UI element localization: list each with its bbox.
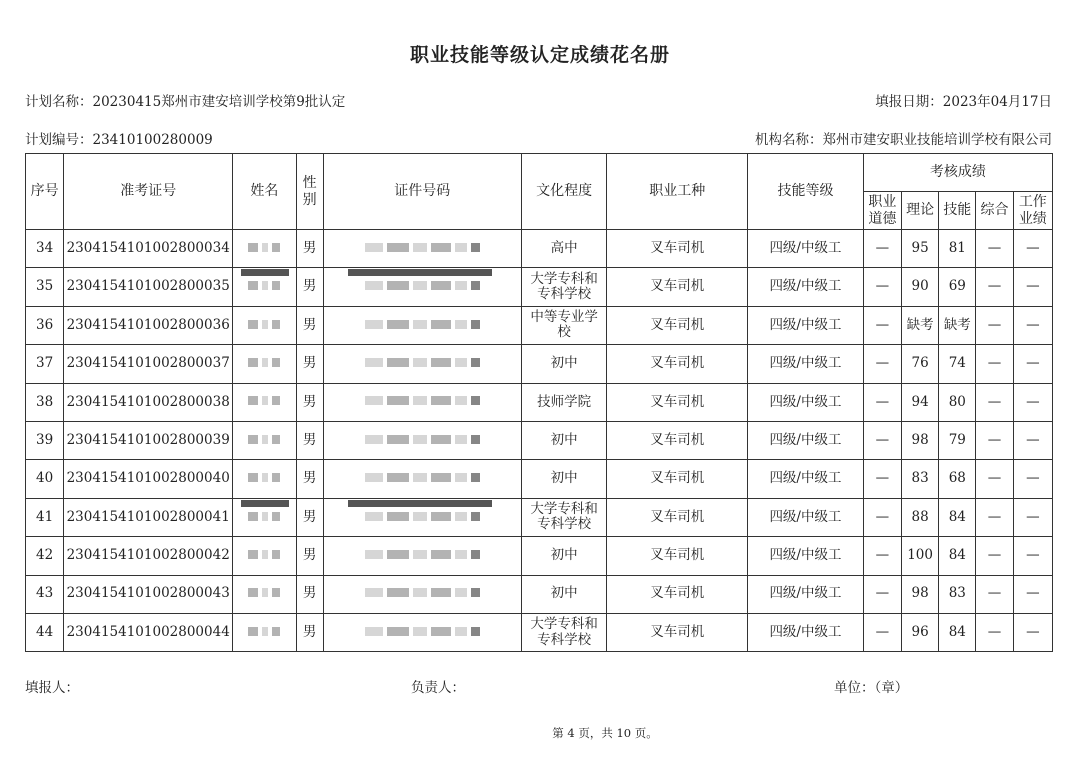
cell-theory: 83 xyxy=(902,460,939,498)
cell-skill: 74 xyxy=(939,345,976,383)
cell-level: 四级/中级工 xyxy=(748,575,864,613)
cell-level: 四级/中级工 xyxy=(748,613,864,651)
cell-exam-no: 2304154101002800039 xyxy=(64,421,233,459)
cell-work: — xyxy=(1013,345,1052,383)
header-exam-no: 准考证号 xyxy=(64,154,233,230)
cell-overall: — xyxy=(976,268,1013,306)
cell-job: 叉车司机 xyxy=(607,268,748,306)
cell-education: 大学专科和专科学校 xyxy=(521,268,606,306)
cell-overall: — xyxy=(976,613,1013,651)
cell-overall: — xyxy=(976,345,1013,383)
cell-education: 技师学院 xyxy=(521,383,606,421)
plan-number: 计划编号：23410100280009 xyxy=(25,132,213,148)
cell-overall: — xyxy=(976,306,1013,344)
cell-id-redacted xyxy=(323,306,521,344)
cell-theory: 94 xyxy=(902,383,939,421)
redaction-bar xyxy=(348,269,492,276)
cell-name-redacted xyxy=(233,421,296,459)
cell-level: 四级/中级工 xyxy=(748,230,864,268)
cell-exam-no: 2304154101002800040 xyxy=(64,460,233,498)
cell-job: 叉车司机 xyxy=(607,306,748,344)
cell-work: — xyxy=(1013,575,1052,613)
cell-seq: 42 xyxy=(26,537,64,575)
score-roster-table xyxy=(25,153,1053,652)
cell-level: 四级/中级工 xyxy=(748,383,864,421)
cell-level: 四级/中级工 xyxy=(748,460,864,498)
org-name: 机构名称：郑州市建安职业技能培训学校有限公司 xyxy=(755,132,1052,148)
cell-overall: — xyxy=(976,383,1013,421)
cell-work: — xyxy=(1013,268,1052,306)
redaction-bar xyxy=(241,269,289,276)
cell-skill: 84 xyxy=(939,537,976,575)
table-row xyxy=(26,537,1053,575)
cell-level: 四级/中级工 xyxy=(748,537,864,575)
cell-sex: 男 xyxy=(296,498,323,536)
cell-skill: 84 xyxy=(939,498,976,536)
cell-overall: — xyxy=(976,421,1013,459)
unit-seal-label: 单位：（章） xyxy=(834,680,909,696)
cell-seq: 36 xyxy=(26,306,64,344)
header-education: 文化程度 xyxy=(521,154,606,230)
cell-id-redacted xyxy=(323,383,521,421)
cell-education: 初中 xyxy=(521,345,606,383)
cell-name-redacted xyxy=(233,230,296,268)
cell-ethics: — xyxy=(863,230,901,268)
cell-skill: 68 xyxy=(939,460,976,498)
header-scores: 考核成绩 xyxy=(863,154,1052,192)
cell-ethics: — xyxy=(863,537,901,575)
cell-education: 初中 xyxy=(521,421,606,459)
cell-job: 叉车司机 xyxy=(607,421,748,459)
cell-education: 初中 xyxy=(521,460,606,498)
cell-theory: 90 xyxy=(902,268,939,306)
cell-id-redacted xyxy=(323,421,521,459)
cell-work: — xyxy=(1013,230,1052,268)
table-row xyxy=(26,383,1053,421)
cell-seq: 44 xyxy=(26,613,64,651)
cell-ethics: — xyxy=(863,383,901,421)
cell-ethics: — xyxy=(863,306,901,344)
header-level: 技能等级 xyxy=(748,154,864,230)
cell-seq: 43 xyxy=(26,575,64,613)
cell-seq: 41 xyxy=(26,498,64,536)
redaction-bar xyxy=(241,500,289,507)
cell-ethics: — xyxy=(863,575,901,613)
cell-exam-no: 2304154101002800037 xyxy=(64,345,233,383)
table-row xyxy=(26,230,1053,268)
cell-work: — xyxy=(1013,537,1052,575)
cell-skill: 79 xyxy=(939,421,976,459)
cell-overall: — xyxy=(976,498,1013,536)
cell-ethics: — xyxy=(863,613,901,651)
cell-sex: 男 xyxy=(296,421,323,459)
cell-theory: 88 xyxy=(902,498,939,536)
cell-level: 四级/中级工 xyxy=(748,421,864,459)
table-row xyxy=(26,498,1053,536)
cell-overall: — xyxy=(976,230,1013,268)
cell-work: — xyxy=(1013,498,1052,536)
cell-theory: 96 xyxy=(902,613,939,651)
redaction-bar xyxy=(348,500,492,507)
cell-education: 中等专业学校 xyxy=(521,306,606,344)
cell-theory: 98 xyxy=(902,575,939,613)
cell-level: 四级/中级工 xyxy=(748,345,864,383)
cell-sex: 男 xyxy=(296,613,323,651)
cell-theory: 76 xyxy=(902,345,939,383)
cell-theory: 100 xyxy=(902,537,939,575)
cell-skill: 69 xyxy=(939,268,976,306)
cell-job: 叉车司机 xyxy=(607,345,748,383)
cell-exam-no: 2304154101002800041 xyxy=(64,498,233,536)
table-row xyxy=(26,460,1053,498)
cell-job: 叉车司机 xyxy=(607,575,748,613)
cell-seq: 34 xyxy=(26,230,64,268)
cell-sex: 男 xyxy=(296,460,323,498)
cell-level: 四级/中级工 xyxy=(748,306,864,344)
cell-work: — xyxy=(1013,460,1052,498)
header-job: 职业工种 xyxy=(607,154,748,230)
table-row xyxy=(26,268,1053,306)
table-row xyxy=(26,575,1053,613)
cell-job: 叉车司机 xyxy=(607,383,748,421)
cell-sex: 男 xyxy=(296,306,323,344)
cell-ethics: — xyxy=(863,421,901,459)
header-seq: 序号 xyxy=(26,154,64,230)
cell-overall: — xyxy=(976,460,1013,498)
cell-job: 叉车司机 xyxy=(607,460,748,498)
cell-ethics: — xyxy=(863,268,901,306)
cell-seq: 37 xyxy=(26,345,64,383)
cell-exam-no: 2304154101002800036 xyxy=(64,306,233,344)
cell-name-redacted xyxy=(233,537,296,575)
cell-sex: 男 xyxy=(296,537,323,575)
header-theory: 理论 xyxy=(902,192,939,230)
cell-name-redacted xyxy=(233,383,296,421)
header-overall: 综合 xyxy=(976,192,1013,230)
cell-overall: — xyxy=(976,537,1013,575)
cell-job: 叉车司机 xyxy=(607,613,748,651)
cell-id-redacted xyxy=(323,460,521,498)
cell-overall: — xyxy=(976,575,1013,613)
cell-sex: 男 xyxy=(296,345,323,383)
cell-education: 初中 xyxy=(521,537,606,575)
cell-skill: 80 xyxy=(939,383,976,421)
filler-label: 填报人： xyxy=(25,680,79,696)
cell-exam-no: 2304154101002800034 xyxy=(64,230,233,268)
table-row xyxy=(26,613,1053,651)
cell-sex: 男 xyxy=(296,268,323,306)
cell-skill: 84 xyxy=(939,613,976,651)
cell-work: — xyxy=(1013,613,1052,651)
cell-id-redacted xyxy=(323,345,521,383)
cell-theory: 95 xyxy=(902,230,939,268)
cell-education: 高中 xyxy=(521,230,606,268)
cell-name-redacted xyxy=(233,306,296,344)
cell-name-redacted xyxy=(233,345,296,383)
cell-exam-no: 2304154101002800044 xyxy=(64,613,233,651)
header-name: 姓名 xyxy=(233,154,296,230)
cell-name-redacted xyxy=(233,613,296,651)
cell-work: — xyxy=(1013,421,1052,459)
cell-id-redacted xyxy=(323,613,521,651)
cell-sex: 男 xyxy=(296,230,323,268)
cell-exam-no: 2304154101002800042 xyxy=(64,537,233,575)
cell-job: 叉车司机 xyxy=(607,230,748,268)
cell-exam-no: 2304154101002800038 xyxy=(64,383,233,421)
cell-theory: 缺考 xyxy=(902,306,939,344)
cell-level: 四级/中级工 xyxy=(748,498,864,536)
cell-skill: 83 xyxy=(939,575,976,613)
header-ethics: 职业道德 xyxy=(863,192,901,230)
cell-seq: 35 xyxy=(26,268,64,306)
cell-seq: 38 xyxy=(26,383,64,421)
cell-job: 叉车司机 xyxy=(607,498,748,536)
cell-seq: 40 xyxy=(26,460,64,498)
responsible-label: 负责人： xyxy=(411,680,465,696)
table-row xyxy=(26,345,1053,383)
cell-seq: 39 xyxy=(26,421,64,459)
cell-education: 大学专科和专科学校 xyxy=(521,613,606,651)
cell-level: 四级/中级工 xyxy=(748,268,864,306)
cell-sex: 男 xyxy=(296,575,323,613)
report-date: 填报日期：2023年04月17日 xyxy=(875,94,1052,110)
cell-exam-no: 2304154101002800043 xyxy=(64,575,233,613)
cell-ethics: — xyxy=(863,498,901,536)
header-work: 工作业绩 xyxy=(1013,192,1052,230)
cell-id-redacted xyxy=(323,230,521,268)
plan-name: 计划名称：20230415郑州市建安培训学校第9批认定 xyxy=(25,94,346,110)
cell-sex: 男 xyxy=(296,383,323,421)
cell-theory: 98 xyxy=(902,421,939,459)
cell-work: — xyxy=(1013,306,1052,344)
table-row xyxy=(26,306,1053,344)
cell-ethics: — xyxy=(863,460,901,498)
cell-skill: 缺考 xyxy=(939,306,976,344)
cell-job: 叉车司机 xyxy=(607,537,748,575)
cell-id-redacted xyxy=(323,575,521,613)
cell-education: 大学专科和专科学校 xyxy=(521,498,606,536)
cell-ethics: — xyxy=(863,345,901,383)
document-title: 职业技能等级认定成绩花名册 xyxy=(409,44,670,66)
cell-education: 初中 xyxy=(521,575,606,613)
cell-work: — xyxy=(1013,383,1052,421)
cell-skill: 81 xyxy=(939,230,976,268)
page-indicator: 第 4 页，共 10 页。 xyxy=(552,726,658,740)
header-sex: 性别 xyxy=(296,154,323,230)
cell-name-redacted xyxy=(233,460,296,498)
header-skill: 技能 xyxy=(939,192,976,230)
cell-exam-no: 2304154101002800035 xyxy=(64,268,233,306)
cell-id-redacted xyxy=(323,537,521,575)
table-row xyxy=(26,421,1053,459)
cell-name-redacted xyxy=(233,575,296,613)
header-id-no: 证件号码 xyxy=(323,154,521,230)
